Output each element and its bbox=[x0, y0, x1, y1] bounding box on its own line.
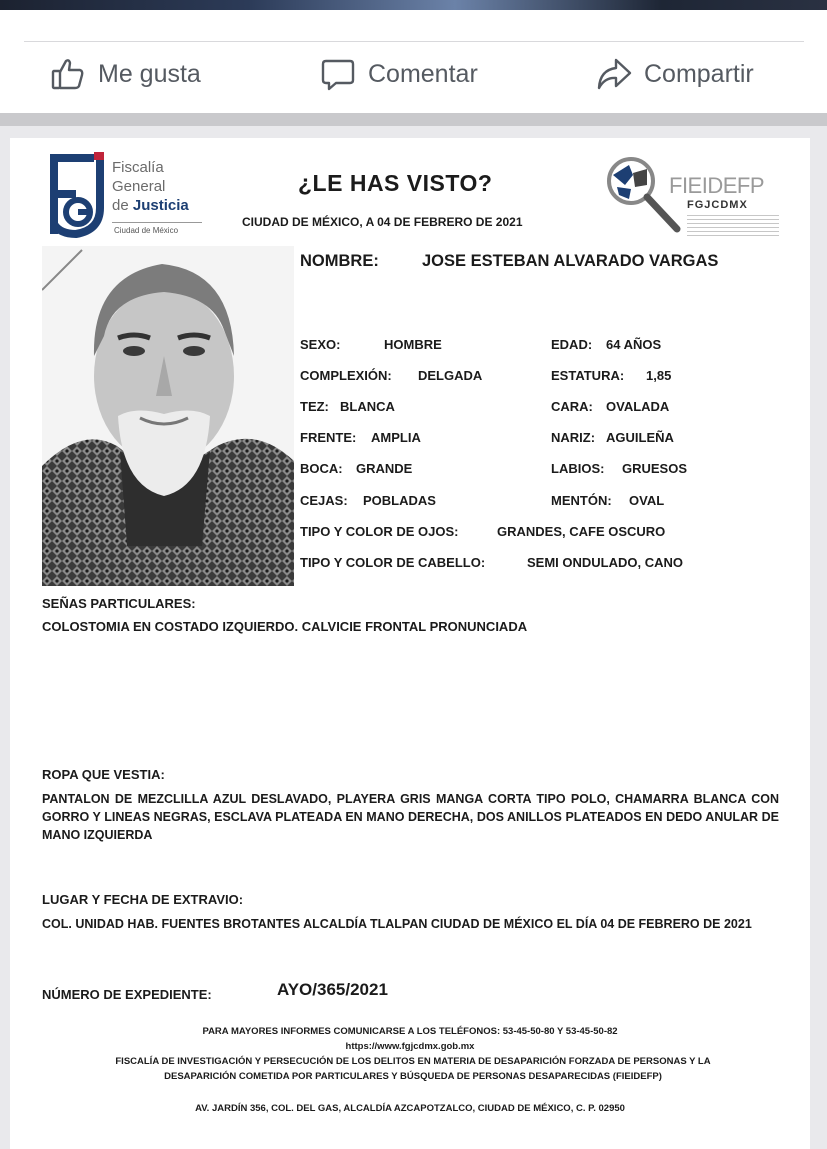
boca-label: BOCA: bbox=[300, 461, 343, 476]
boca-value: GRANDE bbox=[356, 461, 413, 476]
person-photo bbox=[42, 246, 294, 586]
frente-value: AMPLIA bbox=[371, 430, 421, 445]
ropa-value: PANTALON DE MEZCLILLA AZUL DESLAVADO, PLAYERA GRIS MANGA CORTA TIPO POLO, CHAMARRA BLANCA CON GORRO Y LINEAS NEGRAS, ESCLAVA PLATEADA EN MANO DERECHA, DOS ANILLOS PLATEADOS EN DEDO ANULAR DE MANO IZQUIERDA bbox=[42, 792, 779, 842]
fgj-logo bbox=[40, 150, 210, 242]
tez-label: TEZ: bbox=[300, 399, 329, 414]
lugar-value: COL. UNIDAD HAB. FUENTES BROTANTES ALCALDÍA TLALPAN CIUDAD DE MÉXICO EL DÍA 04 DE FEBRERO DE 2021 bbox=[42, 917, 752, 931]
complexion-value: DELGADA bbox=[418, 368, 483, 383]
divider bbox=[24, 41, 804, 42]
logo-rule bbox=[112, 222, 202, 223]
logo-line-2: General bbox=[112, 178, 166, 195]
lugar-label: LUGAR Y FECHA DE EXTRAVIO: bbox=[42, 892, 244, 907]
senas-label: SEÑAS PARTICULARES: bbox=[42, 596, 196, 611]
nariz-value: AGUILEÑA bbox=[606, 430, 674, 445]
fine-print-lines bbox=[687, 215, 779, 237]
share-button[interactable] bbox=[596, 52, 754, 96]
portrait-image bbox=[42, 246, 294, 586]
poster-title: ¿LE HAS VISTO? bbox=[298, 170, 493, 196]
frente-label: FRENTE: bbox=[300, 430, 357, 445]
logo-line-3-bold: Justicia bbox=[132, 197, 189, 214]
cejas-label: CEJAS: bbox=[300, 493, 348, 508]
labios-value: GRUESOS bbox=[622, 461, 688, 476]
fieidefp-logo bbox=[603, 155, 783, 240]
complexion-label: COMPLEXIÓN: bbox=[300, 368, 392, 383]
labios-label: LABIOS: bbox=[551, 461, 605, 476]
like-button[interactable] bbox=[50, 52, 201, 96]
footer-agency: FISCALÍA DE INVESTIGACIÓN Y PERSECUCIÓN DE LOS DELITOS EN MATERIA DE DESAPARICIÓN FORZADA DE PERSONAS Y LA DESAPARICIÓN COMETIDA POR PARTICULARES Y BÚSQUEDA DE PERSONAS DESAPARECIDAS (FIEIDEFP) bbox=[115, 1056, 711, 1082]
logo-line-3-prefix: de bbox=[112, 197, 129, 214]
ojos-value: GRANDES, CAFE OSCURO bbox=[497, 524, 666, 539]
thumbs-up-icon bbox=[50, 56, 86, 92]
estatura-label: ESTATURA: bbox=[551, 368, 625, 383]
logo-line-1: Fiscalía bbox=[112, 159, 164, 176]
edad-value: 64 AÑOS bbox=[606, 337, 662, 352]
ropa-label: ROPA QUE VESTIA: bbox=[42, 767, 165, 782]
footer-url[interactable]: https://www.fgjcdmx.gob.mx bbox=[345, 1041, 475, 1052]
like-label: Me gusta bbox=[98, 59, 201, 88]
cabello-value: SEMI ONDULADO, CANO bbox=[527, 555, 683, 570]
comment-label: Comentar bbox=[368, 59, 478, 88]
comment-icon bbox=[320, 56, 356, 92]
logo-city: Ciudad de México bbox=[114, 226, 179, 235]
fgj-emblem-icon bbox=[40, 150, 108, 238]
nombre-label: NOMBRE: bbox=[300, 252, 379, 270]
menton-label: MENTÓN: bbox=[551, 493, 612, 508]
estatura-value: 1,85 bbox=[646, 368, 672, 383]
expediente-label: NÚMERO DE EXPEDIENTE: bbox=[42, 987, 212, 1002]
footer-address: AV. JARDÍN 356, COL. DEL GAS, ALCALDÍA AZCAPOTZALCO, CIUDAD DE MÉXICO, C. P. 02950 bbox=[195, 1103, 625, 1114]
comment-button[interactable] bbox=[320, 52, 478, 96]
sexo-label: SEXO: bbox=[300, 337, 341, 352]
share-icon bbox=[596, 56, 632, 92]
separator-bar bbox=[0, 113, 827, 126]
cabello-label: TIPO Y COLOR DE CABELLO: bbox=[300, 555, 486, 570]
ojos-label: TIPO Y COLOR DE OJOS: bbox=[300, 524, 459, 539]
sexo-value: HOMBRE bbox=[384, 337, 442, 352]
fieidefp-sub: FGJCDMX bbox=[687, 199, 748, 211]
nombre-value: JOSE ESTEBAN ALVARADO VARGAS bbox=[422, 252, 719, 270]
cover-image-strip bbox=[0, 0, 827, 10]
cara-label: CARA: bbox=[551, 399, 593, 414]
senas-value: COLOSTOMIA EN COSTADO IZQUIERDO. CALVICIE FRONTAL PRONUNCIADA bbox=[42, 619, 528, 634]
tez-value: BLANCA bbox=[340, 399, 395, 414]
poster-date: CIUDAD DE MÉXICO, A 04 DE FEBRERO DE 2021 bbox=[242, 215, 523, 229]
nariz-label: NARIZ: bbox=[551, 430, 596, 445]
cejas-value: POBLADAS bbox=[363, 493, 436, 508]
menton-value: OVAL bbox=[629, 493, 665, 508]
expediente-value: AYO/365/2021 bbox=[277, 980, 388, 999]
share-label: Compartir bbox=[644, 59, 754, 88]
edad-label: EDAD: bbox=[551, 337, 593, 352]
fieidefp-name: FIEIDEFP bbox=[669, 173, 765, 198]
footer-phones: PARA MAYORES INFORMES COMUNICARSE A LOS TELÉFONOS: 53-45-50-80 Y 53-45-50-82 bbox=[202, 1026, 618, 1037]
cara-value: OVALADA bbox=[606, 399, 670, 414]
